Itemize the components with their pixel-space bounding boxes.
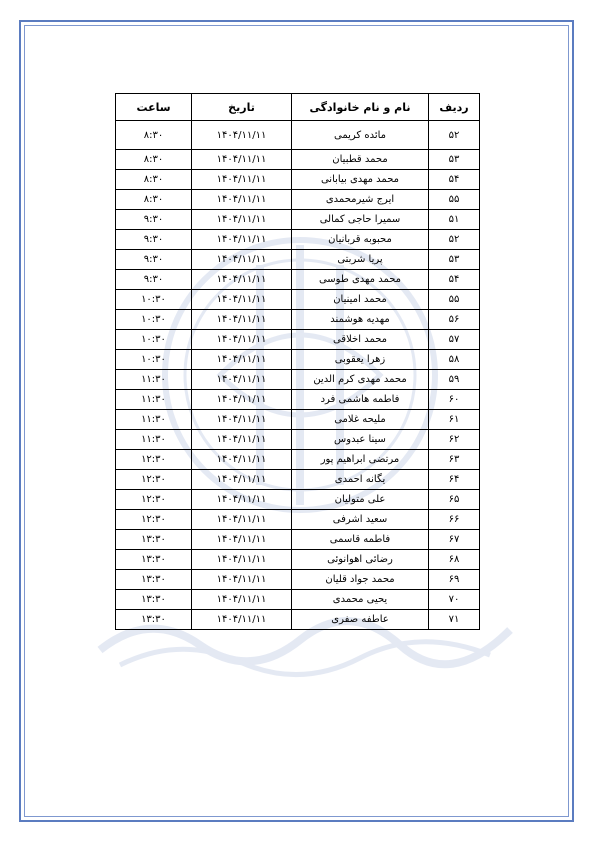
date-cell: ۱۴۰۴/۱۱/۱۱ [192,570,292,590]
date-cell: ۱۴۰۴/۱۱/۱۱ [192,250,292,270]
row-number-cell: ۷۰ [429,590,480,610]
table-row [116,450,480,470]
date-cell: ۱۴۰۴/۱۱/۱۱ [192,470,292,490]
table-row [116,430,480,450]
date-cell: ۱۴۰۴/۱۱/۱۱ [192,310,292,330]
table-row [116,370,480,390]
table-row [116,350,480,370]
time-cell: ۱۳:۳۰ [116,590,192,610]
time-cell: ۱۰:۳۰ [116,310,192,330]
row-number-cell: ۶۰ [429,390,480,410]
table-row [116,410,480,430]
time-cell: ۱۰:۳۰ [116,290,192,310]
row-number-cell: ۵۵ [429,290,480,310]
table-row [116,390,480,410]
row-number-cell: ۵۴ [429,170,480,190]
date-cell: ۱۴۰۴/۱۱/۱۱ [192,230,292,250]
date-cell: ۱۴۰۴/۱۱/۱۱ [192,121,292,150]
table-header-row [116,94,480,121]
row-number-cell: ۶۶ [429,510,480,530]
table-row [116,590,480,610]
row-number-cell: ۵۵ [429,190,480,210]
table-row [116,310,480,330]
date-cell: ۱۴۰۴/۱۱/۱۱ [192,510,292,530]
time-cell: ۱۰:۳۰ [116,330,192,350]
full-name-cell: سینا عبدوس [292,430,429,450]
time-cell: ۸:۳۰ [116,121,192,150]
row-number-cell: ۷۱ [429,610,480,630]
row-number-cell: ۶۸ [429,550,480,570]
time-cell: ۱۲:۳۰ [116,490,192,510]
row-number-cell: ۵۱ [429,210,480,230]
row-number-cell: ۶۳ [429,450,480,470]
full-name-cell: محمد مهدی کرم الدین [292,370,429,390]
time-cell: ۱۳:۳۰ [116,610,192,630]
date-cell: ۱۴۰۴/۱۱/۱۱ [192,350,292,370]
table-row [116,610,480,630]
full-name-cell: مائده کریمی [292,121,429,150]
date-cell: ۱۴۰۴/۱۱/۱۱ [192,610,292,630]
full-name-cell: محمد جواد قلیان [292,570,429,590]
date-cell: ۱۴۰۴/۱۱/۱۱ [192,550,292,570]
full-name-cell: یحیی محمدی [292,590,429,610]
full-name-cell: محمد اخلاقی [292,330,429,350]
time-cell: ۸:۳۰ [116,150,192,170]
date-cell: ۱۴۰۴/۱۱/۱۱ [192,410,292,430]
row-number-cell: ۶۲ [429,430,480,450]
time-cell: ۱۰:۳۰ [116,350,192,370]
table-row [116,470,480,490]
row-number-cell: ۶۹ [429,570,480,590]
full-name-cell: زهرا یعقوبی [292,350,429,370]
date-cell: ۱۴۰۴/۱۱/۱۱ [192,190,292,210]
table-row [116,121,480,150]
table-row [116,570,480,590]
date-cell: ۱۴۰۴/۱۱/۱۱ [192,430,292,450]
date-cell: ۱۴۰۴/۱۱/۱۱ [192,490,292,510]
table-row [116,330,480,350]
header-row-number: ردیف [429,94,480,121]
header-date: تاریخ [192,94,292,121]
date-cell: ۱۴۰۴/۱۱/۱۱ [192,150,292,170]
row-number-cell: ۵۲ [429,230,480,250]
time-cell: ۱۳:۳۰ [116,550,192,570]
date-cell: ۱۴۰۴/۱۱/۱۱ [192,210,292,230]
full-name-cell: محمد مهدی بیابانی [292,170,429,190]
full-name-cell: مرتضی ابراهیم پور [292,450,429,470]
table-row [116,170,480,190]
date-cell: ۱۴۰۴/۱۱/۱۱ [192,170,292,190]
full-name-cell: رضائی اهوانوئی [292,550,429,570]
row-number-cell: ۶۱ [429,410,480,430]
time-cell: ۸:۳۰ [116,190,192,210]
header-full-name: نام و نام خانوادگی [292,94,429,121]
row-number-cell: ۵۳ [429,250,480,270]
date-cell: ۱۴۰۴/۱۱/۱۱ [192,270,292,290]
row-number-cell: ۵۷ [429,330,480,350]
full-name-cell: مهدیه هوشمند [292,310,429,330]
table-row [116,230,480,250]
row-number-cell: ۶۴ [429,470,480,490]
full-name-cell: پریا شربتی [292,250,429,270]
full-name-cell: محبوبه قربانیان [292,230,429,250]
time-cell: ۱۱:۳۰ [116,410,192,430]
row-number-cell: ۶۷ [429,530,480,550]
date-cell: ۱۴۰۴/۱۱/۱۱ [192,330,292,350]
full-name-cell: عاطفه صفری [292,610,429,630]
row-number-cell: ۵۲ [429,121,480,150]
full-name-cell: یگانه احمدی [292,470,429,490]
row-number-cell: ۵۶ [429,310,480,330]
table-row [116,290,480,310]
time-cell: ۹:۳۰ [116,250,192,270]
row-number-cell: ۵۸ [429,350,480,370]
appointment-table [115,93,480,630]
date-cell: ۱۴۰۴/۱۱/۱۱ [192,290,292,310]
table-row [116,210,480,230]
time-cell: ۱۱:۳۰ [116,370,192,390]
header-time: ساعت [116,94,192,121]
time-cell: ۱۳:۳۰ [116,530,192,550]
time-cell: ۱۳:۳۰ [116,570,192,590]
full-name-cell: محمد امینیان [292,290,429,310]
time-cell: ۱۱:۳۰ [116,430,192,450]
full-name-cell: محمد مهدی طوسی [292,270,429,290]
date-cell: ۱۴۰۴/۱۱/۱۱ [192,370,292,390]
time-cell: ۱۲:۳۰ [116,450,192,470]
full-name-cell: فاطمه هاشمی فرد [292,390,429,410]
full-name-cell: سمیرا حاجی کمالی [292,210,429,230]
table-row [116,510,480,530]
full-name-cell: ایرج شیرمحمدی [292,190,429,210]
table-row [116,270,480,290]
row-number-cell: ۶۵ [429,490,480,510]
time-cell: ۱۲:۳۰ [116,470,192,490]
date-cell: ۱۴۰۴/۱۱/۱۱ [192,590,292,610]
time-cell: ۸:۳۰ [116,170,192,190]
table-row [116,150,480,170]
full-name-cell: علی متولیان [292,490,429,510]
date-cell: ۱۴۰۴/۱۱/۱۱ [192,450,292,470]
full-name-cell: فاطمه قاسمی [292,530,429,550]
time-cell: ۹:۳۰ [116,210,192,230]
time-cell: ۱۱:۳۰ [116,390,192,410]
full-name-cell: سعید اشرفی [292,510,429,530]
full-name-cell: ملیحه غلامی [292,410,429,430]
row-number-cell: ۵۴ [429,270,480,290]
date-cell: ۱۴۰۴/۱۱/۱۱ [192,390,292,410]
time-cell: ۹:۳۰ [116,270,192,290]
date-cell: ۱۴۰۴/۱۱/۱۱ [192,530,292,550]
table-row [116,490,480,510]
time-cell: ۱۲:۳۰ [116,510,192,530]
table-row [116,530,480,550]
row-number-cell: ۵۳ [429,150,480,170]
full-name-cell: محمد قطبیان [292,150,429,170]
row-number-cell: ۵۹ [429,370,480,390]
table-row [116,250,480,270]
time-cell: ۹:۳۰ [116,230,192,250]
table-row [116,550,480,570]
table-row [116,190,480,210]
